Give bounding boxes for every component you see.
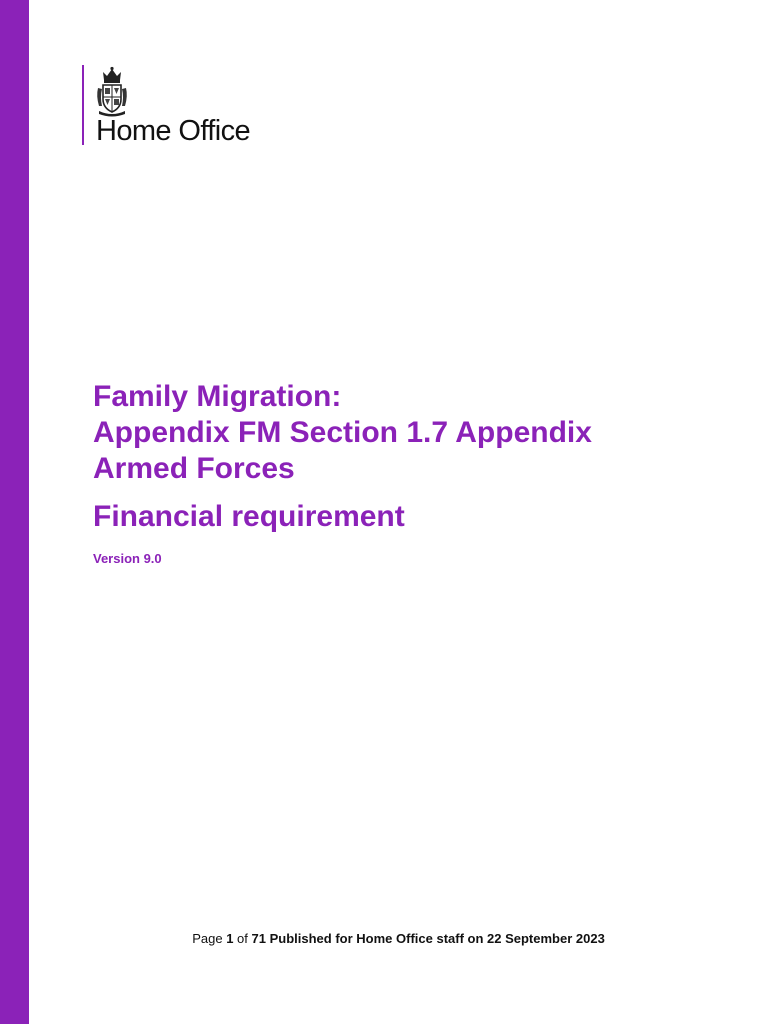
- page-footer: [0, 931, 768, 946]
- document-title: [93, 379, 733, 487]
- footer-published-text: Published for Home Office staff on 22 September 2023: [269, 931, 605, 946]
- footer-page-total: 71: [251, 931, 266, 946]
- document-title-line-1: Family Migration:: [93, 380, 342, 413]
- document-title-line-2: Appendix FM Section 1.7 Appendix: [93, 416, 592, 449]
- royal-crest-icon: [95, 66, 129, 118]
- title-block: [93, 379, 733, 566]
- footer-of-word: of: [237, 931, 248, 946]
- footer-page-number: 1: [226, 931, 234, 946]
- footer-page-word: Page: [192, 931, 223, 946]
- document-subtitle: Financial requirement: [93, 500, 405, 533]
- side-color-band: [0, 0, 29, 1024]
- document-title-line-3: Armed Forces: [93, 452, 295, 485]
- document-version: Version 9.0: [93, 551, 162, 566]
- logo-divider-line: [82, 65, 84, 145]
- organisation-name: Home Office: [96, 115, 251, 147]
